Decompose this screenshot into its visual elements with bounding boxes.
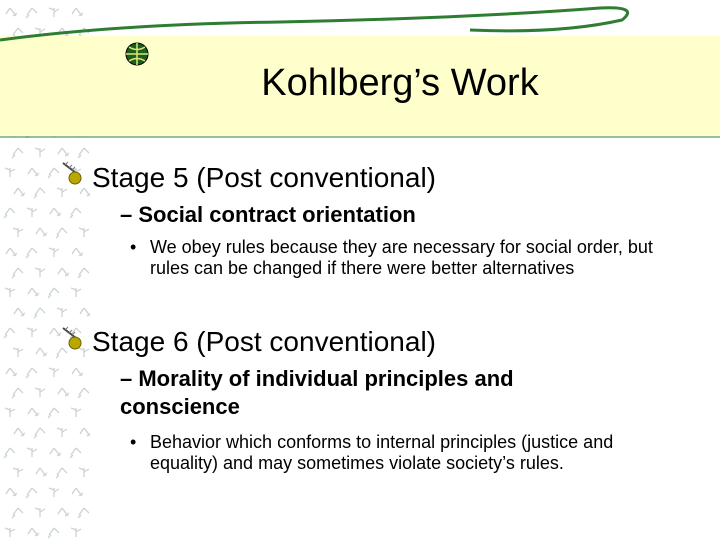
stage-5-orientation: – Social contract orientation bbox=[120, 202, 416, 227]
stage-5-heading: Stage 5 (Post conventional) bbox=[92, 162, 436, 193]
detail-bullet: • bbox=[130, 432, 137, 452]
bullet-icon bbox=[60, 325, 82, 351]
globe-icon bbox=[126, 43, 148, 65]
stage-6-detail-text: Behavior which conforms to internal principles (justice and equality) and may sometimes violate society’s rules. bbox=[150, 432, 614, 473]
stage-6-detail bbox=[128, 432, 658, 474]
stage-5-detail bbox=[128, 237, 658, 279]
detail-bullet: • bbox=[130, 237, 137, 257]
bullet-icon bbox=[60, 160, 82, 186]
stage-6-orientation: – Morality of individual principles and conscience bbox=[120, 366, 514, 419]
slide-title: Kohlberg’s Work bbox=[261, 62, 539, 104]
stage-5-detail-text: We obey rules because they are necessary for social order, but rules can be changed if there were better alternatives bbox=[150, 237, 653, 278]
stage-6-heading: Stage 6 (Post conventional) bbox=[92, 326, 436, 357]
